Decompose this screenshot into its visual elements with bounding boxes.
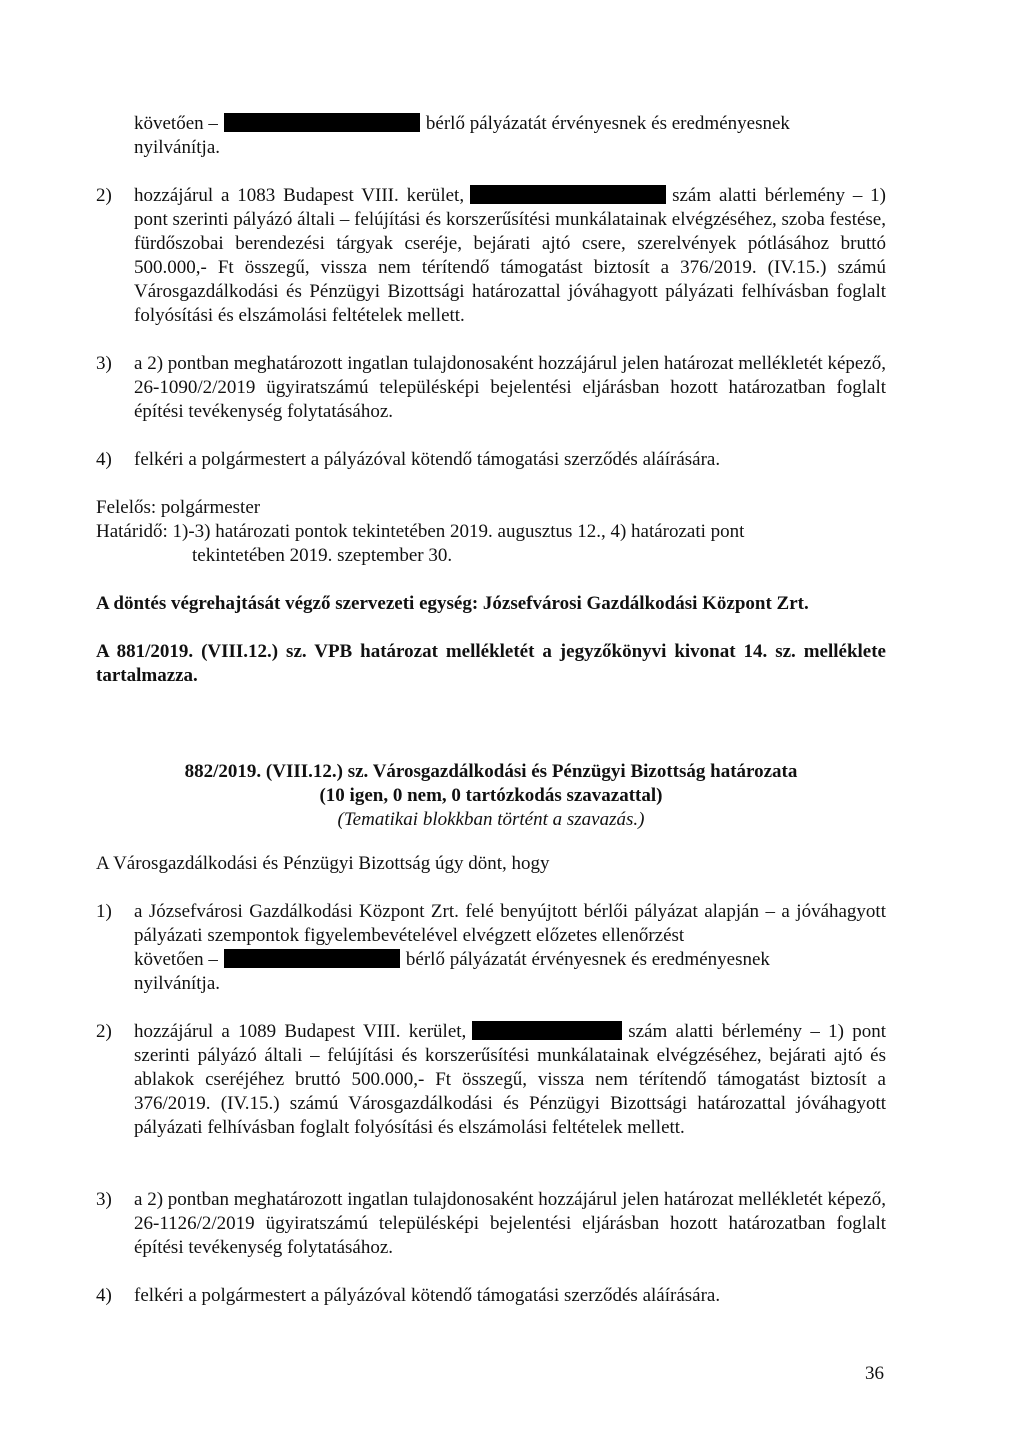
annex-note: A 881/2019. (VIII.12.) sz. VPB határozat mellékletét a jegyzőkönyvi kivonat 14. sz. melléklete tartalmazza. [96,641,886,686]
resolution-2-item-4 [96,1284,886,1308]
item-number: 4) [96,1285,112,1306]
resolution-votes: (10 igen, 0 nem, 0 tartózkodás szavazattal) [319,785,663,806]
item-text-end: nyilvánítja. [134,973,221,994]
item-text-pre: hozzájárul a 1089 Budapest VIII. kerület, [134,1021,467,1042]
continued-item-1 [96,112,886,160]
redaction-box [224,949,400,968]
item-text: a Józsefvárosi Gazdálkodási Központ Zrt. felé benyújtott bérlői pályázat alapján – a jóváhagyott pályázati szempontok figyelembevételével elvégzett előzetes ellenőrzést [134,901,886,946]
item-number: 3) [96,353,112,374]
resolution-2-header [96,760,886,832]
item-text: felkéri a polgármestert a pályázóval kötendő támogatási szerződés aláírására. [134,449,721,470]
redaction-box [224,113,420,132]
redaction-box [470,185,666,204]
responsible-line: Felelős: polgármester [96,497,261,518]
resolution-1-item-4 [96,448,886,472]
executor-line: A döntés végrehajtását végző szervezeti egység: Józsefvárosi Gazdálkodási Központ Zrt. [96,593,809,614]
resolution-2-item-3 [96,1188,886,1260]
item-number: 2) [96,1021,112,1042]
redaction-box [472,1021,622,1040]
resolution-2-item-1 [96,900,886,996]
deadline [96,520,886,568]
resolution-1-item-2 [96,184,886,328]
deadline-line-2: tekintetében 2019. szeptember 30. [192,545,453,566]
item-text-post: szám alatti bérlemény – 1) pont szerinti pályázó általi – felújítási és korszerűsítési munkálatainak elvégzéséhez, szoba festése, fürdőszobai berendezési tárgyak cseréje, bejárati ajtó csere, szerelvények pótlásához bruttó 500.000,- Ft összegű, vissza nem térítendő támogatást biztosít a 376/2019. (IV.15.) számú Városgazdálkodási és Pénzügyi Bizottsági határozattal jóváhagyott pályázati felhívásban foglalt folyósítási és elszámolási feltételek mellett. [134,185,886,326]
item-text-post: bérlő pályázatát érvényesnek és eredményesnek [405,949,770,970]
resolution-title: 882/2019. (VIII.12.) sz. Városgazdálkodási és Pénzügyi Bizottság határozata [184,761,798,782]
item-text-pre: követően – [134,113,218,134]
item-text: a 2) pontban meghatározott ingatlan tulajdonosaként hozzájárul jelen határozat mellékletét képező, 26-1090/2/2019 ügyiratszámú településképi bejelentési eljárásban hozott határozatban foglalt építési tevékenység folytatásához. [134,353,886,422]
item-text-pre: hozzájárul a 1083 Budapest VIII. kerület, [134,185,465,206]
deadline-label: Határidő: [96,521,168,542]
item-text: a 2) pontban meghatározott ingatlan tulajdonosaként hozzájárul jelen határozat mellékletét képező, 26-1126/2/2019 ügyiratszámú településképi bejelentési eljárásban hozott határozatban foglalt építési tevékenység folytatásához. [134,1189,886,1258]
item-number: 2) [96,185,112,206]
item-number: 4) [96,449,112,470]
item-number: 1) [96,901,112,922]
deadline-line-1: 1)-3) határozati pontok tekintetében 2019. augusztus 12., 4) határozati pont [172,521,745,542]
item-text-end: nyilvánítja. [134,137,221,158]
page-number: 36 [865,1363,884,1384]
item-text-pre: követően – [134,949,218,970]
item-text-post: bérlő pályázatát érvényesnek és eredményesnek [425,113,790,134]
resolution-1-item-3 [96,352,886,424]
item-text-post: szám alatti bérlemény – 1) pont szerinti pályázó általi – felújítási és korszerűsítési munkálatainak elvégzéséhez, bejárati ajtó és ablakok cseréjéhez bruttó 500.000,- Ft összegű, vissza nem térítendő támogatást biztosít a 376/2019. (IV.15.) számú Városgazdálkodási és Pénzügyi Bizottsági határozattal jóváhagyott pályázati felhívásban foglalt folyósítási és elszámolási feltételek mellett. [134,1021,886,1138]
resolution-note: (Tematikai blokkban történt a szavazás.) [337,809,645,830]
resolution-2-item-2 [96,1020,886,1140]
resolution-intro: A Városgazdálkodási és Pénzügyi Bizottság úgy dönt, hogy [96,853,550,874]
item-text: felkéri a polgármestert a pályázóval kötendő támogatási szerződés aláírására. [134,1285,721,1306]
item-number: 3) [96,1189,112,1210]
